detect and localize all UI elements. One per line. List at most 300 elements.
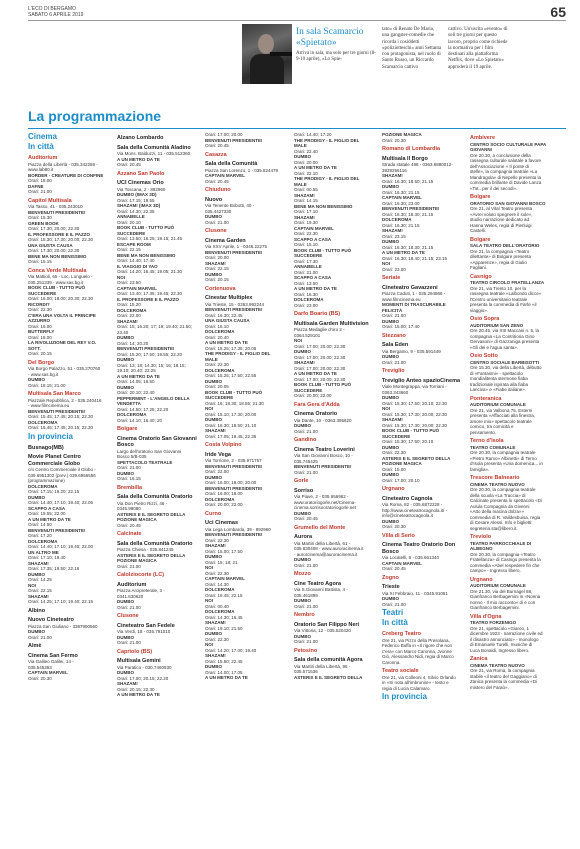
venue-block bbox=[382, 285, 466, 330]
listing-line: A UN METRO DA TE bbox=[294, 286, 337, 291]
listing-line: Via Don Pietro Rizzi, 46 - bbox=[117, 500, 168, 506]
listing-line: Via Bergamo, 9 - 035.591449 bbox=[382, 348, 441, 354]
venue-name: Movie Planet Centro Commerciale Globo bbox=[28, 454, 81, 467]
listing-line: stabile «il teatro del Gaggiano» di bbox=[470, 673, 537, 679]
listing-line: BOOK CLUB - TUTTO PUÒ bbox=[294, 382, 352, 387]
listing-line: - www.filmcinema.eu bbox=[28, 403, 70, 408]
listing-line: «Pietro Ramo» Albinetti» di Terno bbox=[470, 455, 537, 461]
listing-line: Orari: 19.10; 21.50 bbox=[205, 625, 243, 631]
listing-line: AZZURRO bbox=[28, 318, 50, 323]
venue-block bbox=[382, 584, 466, 607]
listing-line: Orari: 21.00 bbox=[382, 601, 406, 607]
listing-line: Orari: 20.00; 22.00 bbox=[205, 502, 243, 507]
venue-block bbox=[470, 316, 566, 350]
listing-line: A UN METRO DA TE bbox=[205, 340, 248, 345]
listing-line: regia di Lucia Calamaro. bbox=[382, 685, 431, 691]
listing-line: Orari: 17.15; 19.20; 22.15 bbox=[28, 489, 80, 494]
listing-line: Ore 20.30, la compagnia «Teatro bbox=[470, 551, 536, 557]
listing-line: BENVENUTI PRESIDENTE! bbox=[28, 408, 86, 414]
venue-block bbox=[294, 311, 378, 318]
venue-name: Ponteranica bbox=[470, 395, 502, 402]
article-lead: Arriva in sala, ma solo per tre giorni (8-9-10 aprile), «Lo Spie- bbox=[296, 51, 376, 63]
listing-line: CAPTAIN MARVEL bbox=[205, 173, 245, 178]
listing-line: NOI bbox=[294, 338, 303, 343]
venue-name: Trescore Balneario bbox=[470, 475, 520, 481]
listing-line: Orari: 20.15; 22.30 bbox=[117, 686, 155, 692]
venue-block bbox=[117, 145, 201, 168]
listing-line: SHAZAM! bbox=[28, 560, 49, 566]
listing-line: Hanna Weles, regia di Pierluigi bbox=[470, 222, 532, 228]
listing-line: «Apparenze», regia di Giulio bbox=[470, 259, 527, 265]
listing-line: SCAPPO A CASA bbox=[294, 275, 332, 280]
listing-line: SHAZAM! bbox=[382, 228, 403, 233]
listing-line: SUCCEDERE bbox=[117, 230, 146, 236]
venue-block bbox=[294, 657, 378, 680]
listing-line: Via Martiri della Libertà, 61 - bbox=[294, 540, 351, 546]
listing-line: ASTERIX E IL SEGRETO DELLA bbox=[117, 552, 186, 558]
listing-line: BOOK CLUB - TUTTO PUÒ bbox=[382, 428, 440, 433]
listing-line: Castelli. bbox=[470, 228, 487, 233]
listing-line: 0363.343660 bbox=[382, 389, 409, 395]
listing-line: Via Martiri della Libertà, 95 - bbox=[294, 663, 351, 669]
listing-line: BENE MA NON BENISSIMO bbox=[294, 203, 353, 209]
listing-line: Orari: 17.05; 19.45; 22.35 bbox=[205, 433, 257, 439]
listing-line: DOLCEROMA bbox=[205, 587, 235, 592]
listing-line: DUMBO bbox=[294, 633, 311, 639]
listing-line: Orari: 00.55 bbox=[294, 187, 318, 192]
listing-line: BENVENUTI PRESIDENTE! bbox=[205, 307, 263, 312]
listing-line: Orari: 15.30; 17.50; 20.10 bbox=[382, 439, 434, 444]
listing-line: A UN METRO DA TE bbox=[117, 373, 160, 379]
listing-line: segreteria.sta@libero.it. bbox=[470, 525, 518, 531]
venue-name: Cinema Garden bbox=[205, 237, 246, 244]
venue-block bbox=[117, 531, 201, 538]
listing-line: ALBEGNO bbox=[470, 546, 493, 551]
venue-name: Chiuduno bbox=[205, 187, 231, 193]
venue-name: Seriate bbox=[382, 275, 401, 281]
listing-line: Ore 21, via Valbona 75, Esterni bbox=[470, 407, 533, 413]
listing-line: Orari: 20.00; 22.00 bbox=[294, 393, 332, 398]
listing-line: Orari: 21.00 bbox=[28, 189, 52, 194]
listing-line: DUMBO bbox=[294, 598, 311, 603]
venue-block bbox=[205, 161, 289, 184]
listing-line: DUMBO bbox=[117, 470, 134, 476]
listing-line: SCAPPO A CASA bbox=[28, 505, 66, 511]
listing-line: Piazza San Giuliano - 3387990560 bbox=[28, 623, 98, 629]
venue-block bbox=[470, 274, 566, 314]
listing-line: DUMBO bbox=[117, 634, 134, 640]
page-number: 65 bbox=[550, 4, 566, 20]
listing-line: SHAZAM! bbox=[205, 260, 226, 266]
listing-line: SUCCEDERE bbox=[382, 433, 411, 439]
listing-line: DUMBO bbox=[117, 670, 134, 675]
listing-line: Orari: 23.00 bbox=[382, 266, 406, 272]
listing-line: Orari: 16.30; 18.30; 21.15 bbox=[382, 211, 434, 217]
venue-name: Cinema Teatro Loverini bbox=[294, 446, 355, 453]
listing-line: SHAZAM! bbox=[294, 192, 315, 198]
venue-name: Sala della Comunità bbox=[205, 161, 258, 167]
venue-name: Darfo Boario (BS) bbox=[294, 311, 341, 317]
venue-name: Busnago(MB) bbox=[28, 444, 64, 451]
venue-block bbox=[205, 520, 289, 681]
listing-line: 035.545363 bbox=[28, 664, 52, 670]
listing-line: Mandragola» di Nepello presenta la bbox=[470, 174, 542, 180]
listing-line: DUMBO bbox=[28, 494, 45, 500]
listing-line: LA RIVOLUZIONE DEL REY V.O. bbox=[28, 340, 97, 345]
listing-line: Ore 21, la compagnia «Teatro bbox=[470, 248, 530, 254]
listing-line: Orari: 16.30; 22.45 bbox=[205, 312, 243, 318]
listing-line: DUMBO bbox=[382, 318, 399, 324]
venue-name: Almè bbox=[28, 643, 42, 649]
page-header bbox=[28, 6, 83, 18]
listing-line: DUMBO bbox=[382, 395, 399, 400]
listing-line: Orari: 16; 18.30; 18.55; 21.30 bbox=[205, 400, 264, 406]
listing-line: BORDER - CREATURE DI CONFINE bbox=[28, 172, 104, 178]
listing-line: presenta la commedia di Farfe «il bbox=[470, 302, 537, 307]
listing-line: Ore 20.30, la compagnia teatrale bbox=[470, 487, 536, 492]
listing-line: UN ALTRO ME bbox=[28, 549, 59, 555]
listing-line: Orari: 14.40; 17.10; 19.40; 22.00 bbox=[28, 544, 94, 549]
listing-line: dilettante» di Bolgare presenta bbox=[470, 254, 532, 259]
venue-name: Curno bbox=[205, 510, 222, 517]
listing-line: pensamento. bbox=[470, 429, 497, 435]
venue-name: Nuovo bbox=[205, 196, 223, 203]
listing-line: BOOK CLUB - TUTTO PUÒ bbox=[294, 247, 352, 253]
listing-line: http://www.cineteatrocagnola.it/ - bbox=[382, 507, 448, 513]
listing-line: Orari: 15.20 bbox=[117, 302, 141, 307]
listing-line: 035.461899 bbox=[294, 592, 318, 598]
listing-line: Ore 20.30, a conclusione della bbox=[470, 152, 531, 158]
venue-name: Cineteatro San Fedele bbox=[117, 622, 175, 629]
listing-line: SUCCEDERE bbox=[205, 395, 234, 400]
listing-line: Orari: 22.30 bbox=[28, 307, 52, 312]
listing-line: Ore 21, via Trento 10, per la bbox=[470, 285, 527, 291]
listing-line: BENE MA NON BENISSIMO bbox=[117, 252, 176, 258]
venue-name: Osio Sotto bbox=[470, 353, 498, 359]
listing-line: 0364.529101 bbox=[294, 332, 321, 338]
listing-line: Orari: 15.30; 17.30; 20.00; 22.30 bbox=[382, 411, 448, 417]
listing-line: MALE bbox=[294, 143, 307, 148]
venue-name: Romano di Lombardia bbox=[382, 146, 441, 152]
listing-line: d'Isola presenta «Una domenica... in bbox=[470, 461, 543, 466]
subcategory-heading: In città bbox=[382, 618, 408, 627]
listing-line: Giò, Alessandro Nidi, regia di Marco bbox=[382, 654, 454, 659]
listing-line: compagnia «La Contritioria Gino bbox=[470, 333, 535, 339]
listing-line: CAPTAIN MARVEL bbox=[382, 560, 422, 566]
listing-line: THE PRODIGY - IL FIGLIO DEL bbox=[205, 351, 271, 356]
listing-line: POZIONE MAGICA bbox=[117, 558, 157, 563]
venue-block bbox=[28, 608, 112, 615]
venue-name: Costa Volpino bbox=[205, 442, 242, 448]
listing-line: NOI bbox=[205, 565, 214, 570]
listing-line: Orari: 15.00 bbox=[382, 466, 406, 472]
listing-line: Orari: 14.15 bbox=[294, 198, 318, 203]
listing-line: ORATORIO SAN GIOVANNI BOSCO bbox=[470, 200, 546, 206]
listing-line: Orari: 22.40 bbox=[294, 148, 318, 154]
venue-name: Auditorium bbox=[117, 581, 147, 588]
listing-line: BENVENUTI PRESIDENTE! bbox=[294, 464, 352, 469]
listing-line: www.filmcinema.eu bbox=[382, 296, 421, 302]
listing-line: BOOK CLUB - TUTTO PUÒ bbox=[117, 225, 175, 230]
listing-line: Orari: 15.10; 17.30; 20.00 bbox=[205, 411, 257, 417]
listing-line: Orari: 17.20 bbox=[28, 533, 52, 538]
subcategory-heading: In provincia bbox=[28, 431, 73, 441]
listing-line: Orari: 20.30 bbox=[28, 675, 52, 681]
listing-line: - www.sas.bg.it bbox=[28, 371, 59, 377]
listing-line: Orari: 20.00 bbox=[205, 255, 229, 260]
listing-line: Ore 21, al Vital Teatro presenta bbox=[470, 206, 533, 211]
venue-block bbox=[382, 132, 466, 143]
venue-name: Gorle bbox=[294, 478, 309, 484]
listing-line: BENE MA NON BENISSIMO bbox=[28, 253, 87, 259]
listing-line: Orari: 14.25; 17.10; 19.40; 22.15 bbox=[28, 599, 94, 604]
listing-line: CAPTAIN MARVEL bbox=[28, 670, 68, 675]
listing-line: Orari: 14.30; 16.45 bbox=[205, 614, 243, 620]
listing-line: Orari: 20.45 bbox=[205, 143, 229, 148]
listing-line: DUMBO bbox=[382, 444, 399, 450]
listing-line: ESCAPE ROOM bbox=[117, 241, 151, 247]
listing-line: Orari: 20.30 bbox=[382, 524, 406, 529]
venue-block bbox=[117, 613, 201, 620]
listing-line: Orari: 17.35; 19.50; 22.16 bbox=[28, 566, 80, 571]
listing-line: Orari: 13.40; 17.35; 19.45; 22.30 bbox=[117, 291, 183, 296]
issue-date: SABATO 6 APRILE 2019 bbox=[28, 12, 84, 18]
listing-line: BENVENUTI PRESIDENTE! bbox=[117, 346, 175, 351]
section-divider bbox=[28, 128, 566, 129]
listing-line: Orari: 20.45 bbox=[117, 162, 141, 167]
venue-name: Calolziocorte (LC) bbox=[117, 572, 165, 578]
listing-line: Via Trieste, 15 - 0363.992244 bbox=[205, 301, 264, 307]
listing-line: Orari: 15.15 bbox=[28, 259, 52, 264]
listing-line: SUCCEDERE bbox=[28, 290, 57, 296]
listing-line: cinema.sorrisooratoriogorle.net bbox=[294, 505, 357, 510]
listing-line: SOTT. bbox=[28, 345, 41, 351]
listing-line: DOLCEROMA bbox=[28, 483, 58, 489]
listing-line: viaggio». bbox=[470, 307, 489, 313]
venue-block bbox=[470, 534, 566, 574]
listing-line: Via Tasso, 41 - 035.243010 bbox=[28, 204, 83, 209]
listing-line: RICORDI? bbox=[28, 301, 50, 307]
listing-line: Orari: 15.30; 17.50; 20.10; 22.30 bbox=[382, 400, 448, 406]
listing-line: Orari: 23.00 bbox=[294, 302, 318, 308]
listing-line: DUMBO bbox=[205, 631, 222, 636]
listing-line: A UN METRO DA TE bbox=[382, 250, 425, 255]
listing-line: Orari: 22.30 bbox=[294, 231, 318, 236]
listing-line: DUMBO bbox=[294, 557, 311, 562]
venue-name: Ambivere bbox=[470, 135, 496, 141]
venue-block bbox=[470, 475, 566, 531]
venue-block bbox=[470, 614, 566, 654]
listing-line: DUMBO bbox=[382, 472, 399, 477]
listing-line: tradizionale ispirata alla fiaba bbox=[470, 381, 529, 387]
venue-name: Iride Vega bbox=[205, 451, 231, 458]
venue-block bbox=[205, 187, 289, 194]
listing-line: 035.830408 - www.auroracinema.it bbox=[294, 546, 364, 551]
listing-line: DUMBO bbox=[205, 474, 222, 480]
venue-block bbox=[382, 368, 466, 375]
listing-line: DUMBO bbox=[294, 423, 311, 428]
listing-line: DOLCEROMA bbox=[205, 329, 235, 334]
listing-column-5 bbox=[382, 132, 466, 704]
listing-line: Orari: 16.30; 18.40; 21.15; 23.15 bbox=[382, 255, 448, 261]
venue-name: Clusone bbox=[205, 228, 227, 234]
listing-line: Via Tenente Bobotti, 40 - bbox=[205, 203, 255, 208]
listing-line: CAPTAIN MARVEL bbox=[117, 285, 157, 291]
listing-line: DUMBO bbox=[117, 599, 134, 604]
listing-line: Via Locatelli, 6 - 035.661340 bbox=[382, 555, 439, 560]
listing-line: A UN METRO DA TE bbox=[294, 165, 337, 170]
listing-line: SHAZAM! bbox=[382, 173, 403, 178]
listing-line: Orari: 18.00 bbox=[28, 334, 52, 340]
listing-line: Orari: 15.45; 17.45; 20.15; 22.30 bbox=[28, 414, 94, 419]
venue-name: Urgnano bbox=[382, 486, 405, 492]
listing-line: DOLCEROMA bbox=[205, 367, 235, 373]
venue-block bbox=[117, 180, 201, 423]
listing-line: NOI bbox=[382, 406, 391, 411]
listing-line: IL VIAGGIO DI YAO bbox=[117, 263, 158, 269]
listing-line: Orari: 00.40 bbox=[205, 603, 229, 609]
listing-line: Orari: 14.30; 22.35 bbox=[117, 208, 155, 214]
listing-line: BENVENUTI PRESIDENTE! bbox=[28, 209, 86, 215]
listing-line: AUDITORIUM SAN ZENO bbox=[470, 322, 524, 328]
listing-line: Orari: 21.00 bbox=[294, 562, 318, 568]
listing-line: SHAZAM! bbox=[205, 543, 226, 548]
listing-line: Orari: 21.00 bbox=[382, 359, 406, 365]
listing-line: della scuola «La Traccia» di bbox=[470, 492, 526, 498]
listing-line: studio narrazione dedicato ad bbox=[470, 217, 530, 222]
listing-line: BENVENUTI PRESIDENTE! bbox=[382, 206, 440, 211]
listing-line: Orari: 14.10; 16.40; 20 bbox=[117, 417, 163, 423]
venue-block bbox=[28, 155, 112, 195]
listing-line: TEATRO PARROCCHIALE DI bbox=[470, 540, 532, 546]
venue-block bbox=[28, 198, 112, 265]
listing-line: DUMBO bbox=[382, 239, 399, 244]
listing-line: DUMBO (IMAX 3D) bbox=[117, 192, 157, 197]
venue-block bbox=[382, 156, 466, 273]
listing-line: commedia di R. Vaildesbuisa, regia bbox=[470, 514, 541, 520]
listing-line: Orari: 15.30; 17.30; 20.00; 22.30 bbox=[28, 237, 94, 242]
listing-line: POZIONE MAGICA bbox=[382, 132, 422, 137]
listing-line: Via XXV Aprile, 1 - 0346.22275 bbox=[205, 244, 267, 249]
listing-line: Fagliani. bbox=[470, 265, 488, 270]
listing-line: rassegna culturale salutale a favore bbox=[470, 158, 542, 163]
listing-line: Orari: 22.30 bbox=[205, 362, 229, 367]
listing-line: «Avrei voluto spegnere il sole», bbox=[470, 211, 533, 217]
listing-line: Orari: 16.30 bbox=[294, 291, 318, 297]
listing-line: CENTRO SOCIALE BARBISOTTI bbox=[470, 359, 540, 365]
listing-line: Orari: 15.00; 17.40 bbox=[382, 324, 420, 329]
listing-line: CINEMA TEATRO NUOVO bbox=[470, 662, 525, 668]
listing-line: Orari: 21.00 bbox=[205, 219, 229, 225]
listing-line: Piazzale Repubblica, 2 - 035.240416 bbox=[28, 397, 102, 403]
listing-line: Via Verdi, 18 - 035.791010 bbox=[117, 629, 171, 634]
venue-block bbox=[28, 445, 112, 452]
venue-name: Treviglio bbox=[382, 368, 405, 374]
listing-line: Orari: 21.00 bbox=[294, 639, 318, 644]
venue-block bbox=[382, 146, 466, 153]
listing-line: Ore 21, via Colleoni 4, Silvio Orlando bbox=[382, 674, 456, 680]
listing-line: campo» - Ingresso libero. bbox=[470, 568, 521, 573]
listing-line: Via Galileo Galilei, 14 - bbox=[28, 659, 74, 664]
listing-line: 3928256116 bbox=[382, 167, 407, 173]
listing-line: Strada statale 498 - 0363.6880012- bbox=[382, 162, 453, 167]
listing-line: PEPPERMINT - L'ANGELO DELLA bbox=[117, 395, 190, 401]
listing-line: SCAPPO A CASA bbox=[294, 236, 332, 242]
venue-name: UCI Cinemas Orio bbox=[117, 180, 164, 186]
venue-block bbox=[470, 135, 566, 191]
venue-name: Zanica bbox=[470, 656, 488, 662]
venue-block bbox=[117, 658, 201, 698]
venue-block bbox=[294, 571, 378, 578]
listing-line: Aulula Compagnia da Givenni bbox=[470, 503, 530, 509]
listing-line: Orari: 14.20; 17.00; 19.40 bbox=[205, 647, 257, 653]
listing-line: DAFNE bbox=[28, 183, 44, 189]
listing-line: NOI bbox=[382, 261, 391, 266]
venue-name: Capitol Multisala bbox=[28, 197, 72, 204]
listing-line: SHAZAM! bbox=[28, 593, 49, 599]
listing-line: c/o Centro Commerciale il Globo - bbox=[28, 467, 96, 472]
venue-block bbox=[205, 132, 289, 149]
listing-line: DUMBO bbox=[117, 357, 134, 362]
venue-name: Bolgare bbox=[117, 426, 138, 432]
article-column-1: tato» di Renato De Maria, una gangster-comedie che ricorda i cosiddetti «poliziotteschi» anni Settanta con protagonista, nel ruolo di Santo Russo, un Riccardo Scamarcio cattivo bbox=[382, 27, 442, 70]
listing-line: CAPTAIN MARVEL bbox=[294, 225, 334, 231]
listing-line: Via S.Giovanni Battista, 4 - bbox=[294, 587, 348, 592]
listing-line: CAPTAIN MARVEL bbox=[205, 576, 245, 581]
listing-line: SHAZAM! (IMAX 3D) bbox=[117, 203, 161, 208]
listing-line: THE PRODIGY - IL FIGLIO DEL bbox=[294, 137, 360, 143]
venue-name: Cinema Oratorio San Giovanni Bosco bbox=[117, 435, 197, 448]
listing-line: Orari: 17.15; 19.55 bbox=[117, 197, 155, 203]
listing-line: DUMBO bbox=[294, 510, 311, 516]
venue-name: Cinema Teatro Oratorio Don Bosco bbox=[382, 542, 456, 555]
listing-line: CAPTAIN MARVEL bbox=[382, 195, 422, 200]
listing-line: Zanica presenta la commedia «Di bbox=[470, 679, 538, 684]
listing-line: Orari: 22.15 bbox=[205, 266, 229, 271]
venue-name: Trieste bbox=[382, 584, 400, 590]
listing-line: Orari: 15.25; 17.50; 22.55 bbox=[205, 373, 257, 378]
listing-line: Orari: 20.30 bbox=[382, 137, 406, 143]
listing-line: Orari: 15.20; 17.50; 19.55; 22.20 bbox=[117, 351, 183, 357]
listing-line: ASTERIX E IL SEGRETO DELLA bbox=[382, 455, 451, 461]
venue-name: Sala della Comunità Oratorio bbox=[117, 540, 193, 547]
listing-line: il disastro annunciato» - monologo bbox=[470, 636, 539, 642]
venue-block bbox=[28, 617, 112, 640]
listing-line: DUMBO bbox=[205, 214, 222, 219]
listing-line: Orari: 15.45; 17.45; 20.15; 22.30 bbox=[28, 425, 94, 430]
listing-line: Orari: 22.10 bbox=[294, 170, 318, 176]
listing-line: Orari: 20.45 bbox=[205, 178, 229, 184]
listing-line: info@cineteatrocagnola.it bbox=[382, 513, 433, 518]
venue-name: Sala della comunità Agora bbox=[294, 657, 363, 663]
listing-line: stelle», la compagnia teatrale «La bbox=[470, 169, 538, 174]
listing-line: Orari: 15.10 bbox=[294, 242, 318, 247]
listing-line: TEATRO FORZENIGO bbox=[470, 620, 517, 625]
listing-line: commedia brillante di Davide Lanza bbox=[470, 180, 542, 185]
venue-block bbox=[294, 648, 378, 655]
listing-column-2 bbox=[117, 132, 201, 699]
listing-line: Luca Bonaldi, Ingresso libero. bbox=[470, 647, 530, 653]
venue-block bbox=[470, 577, 566, 611]
listing-line: DUMBO bbox=[294, 154, 311, 159]
listing-line: Orari: 22.30 bbox=[205, 570, 229, 576]
listing-line: CENTRO SOCIO CULTURALE PAPA bbox=[470, 141, 547, 147]
venue-name: Azzano San Paolo bbox=[117, 170, 165, 177]
listing-line: BENVENUTI PRESIDENTE! bbox=[205, 137, 263, 143]
listing-line: A UN METRO DA TE bbox=[28, 516, 71, 522]
venue-block bbox=[294, 488, 378, 522]
listing-line: Orari: 14.50; 17.25; 22.20 bbox=[117, 406, 169, 412]
